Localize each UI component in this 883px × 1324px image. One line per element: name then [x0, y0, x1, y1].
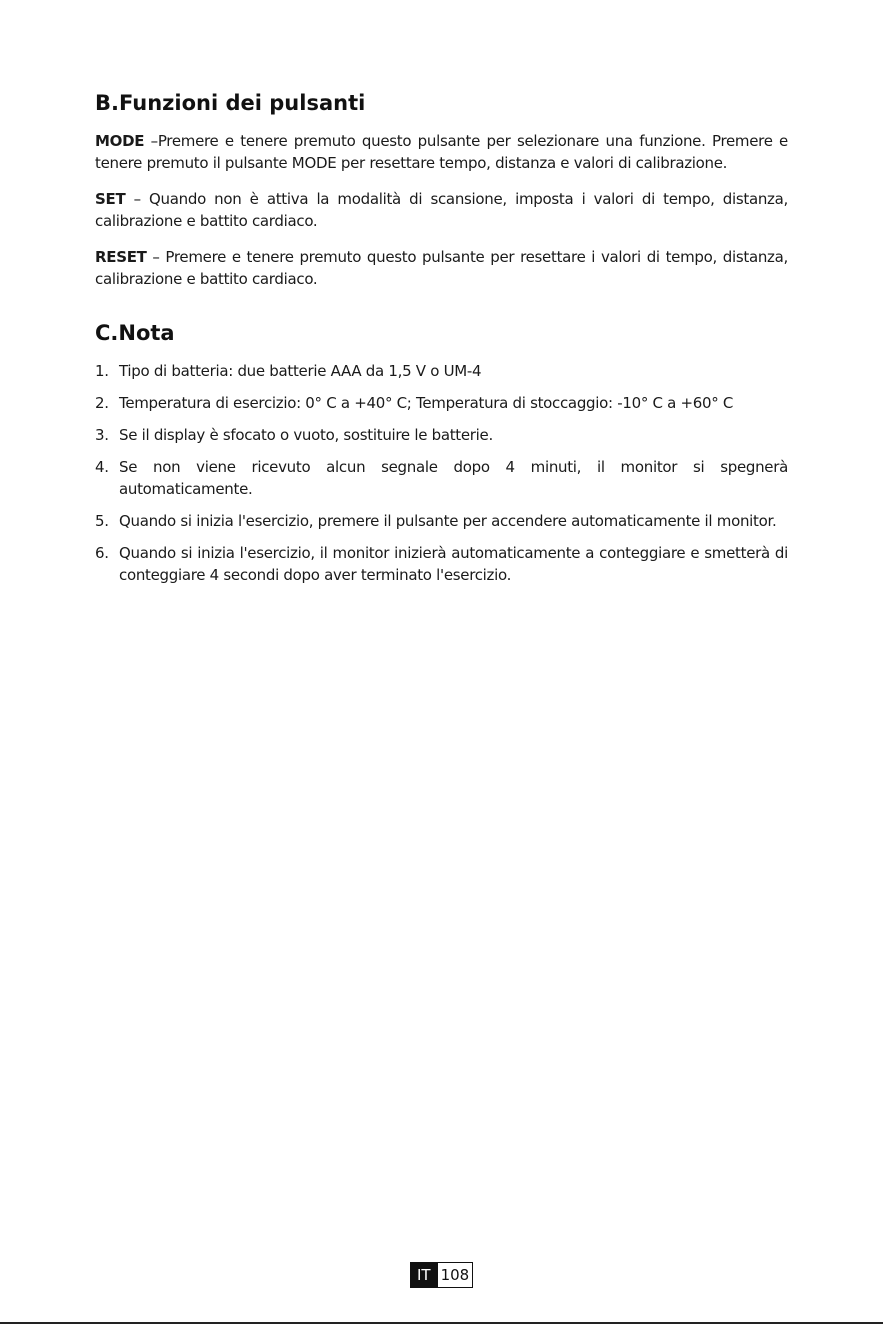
list-item-number: 6.: [95, 544, 109, 562]
list-item: [95, 456, 788, 500]
list-item: [95, 360, 788, 382]
list-item-number: 4.: [95, 458, 109, 476]
list-item-text: Tipo di batteria: due batterie AAA da 1,5 V o UM-4: [119, 362, 482, 380]
list-item-text: Quando si inizia l'esercizio, il monitor inizierà automaticamente a conteggiare e smetterà di conteggiare 4 secondi dopo aver terminato l'esercizio.: [119, 544, 788, 584]
note-list: [95, 360, 788, 586]
reset-description: [95, 246, 788, 290]
reset-label: RESET: [95, 248, 147, 266]
set-description: [95, 188, 788, 232]
set-text: – Quando non è attiva la modalità di scansione, imposta i valori di tempo, distanza, calibrazione e battito cardiaco.: [95, 190, 788, 230]
list-item-number: 3.: [95, 426, 109, 444]
list-item-text: Temperatura di esercizio: 0° C a +40° C; Temperatura di stoccaggio: -10° C a +60° C: [119, 394, 734, 412]
list-item-number: 1.: [95, 362, 109, 380]
mode-text: –Premere e tenere premuto questo pulsante per selezionare una funzione. Premere e tenere premuto il pulsante MODE per resettare tempo, distanza e valori di calibrazione.: [95, 132, 788, 172]
list-item-text: Se non viene ricevuto alcun segnale dopo 4 minuti, il monitor si spegnerà automaticamente.: [119, 458, 788, 498]
list-item-text: Se il display è sfocato o vuoto, sostituire le batterie.: [119, 426, 493, 444]
page-footer: [410, 1262, 473, 1288]
reset-text: – Premere e tenere premuto questo pulsante per resettare i valori di tempo, distanza, calibrazione e battito cardiaco.: [95, 248, 788, 288]
list-item: [95, 424, 788, 446]
list-item-text: Quando si inizia l'esercizio, premere il pulsante per accendere automaticamente il monitor.: [119, 512, 777, 530]
page-number: 108: [438, 1262, 474, 1288]
list-item-number: 2.: [95, 394, 109, 412]
section-c-heading: C.Nota: [95, 321, 175, 345]
section-b: [95, 88, 788, 290]
list-item: [95, 542, 788, 586]
list-item-number: 5.: [95, 512, 109, 530]
list-item: [95, 510, 788, 532]
manual-page: [95, 88, 788, 596]
mode-label: MODE: [95, 132, 145, 150]
section-c: [95, 318, 788, 586]
list-item: [95, 392, 788, 414]
set-label: SET: [95, 190, 126, 208]
language-badge: IT: [410, 1262, 438, 1288]
section-b-heading: B.Funzioni dei pulsanti: [95, 91, 366, 115]
mode-description: [95, 130, 788, 174]
